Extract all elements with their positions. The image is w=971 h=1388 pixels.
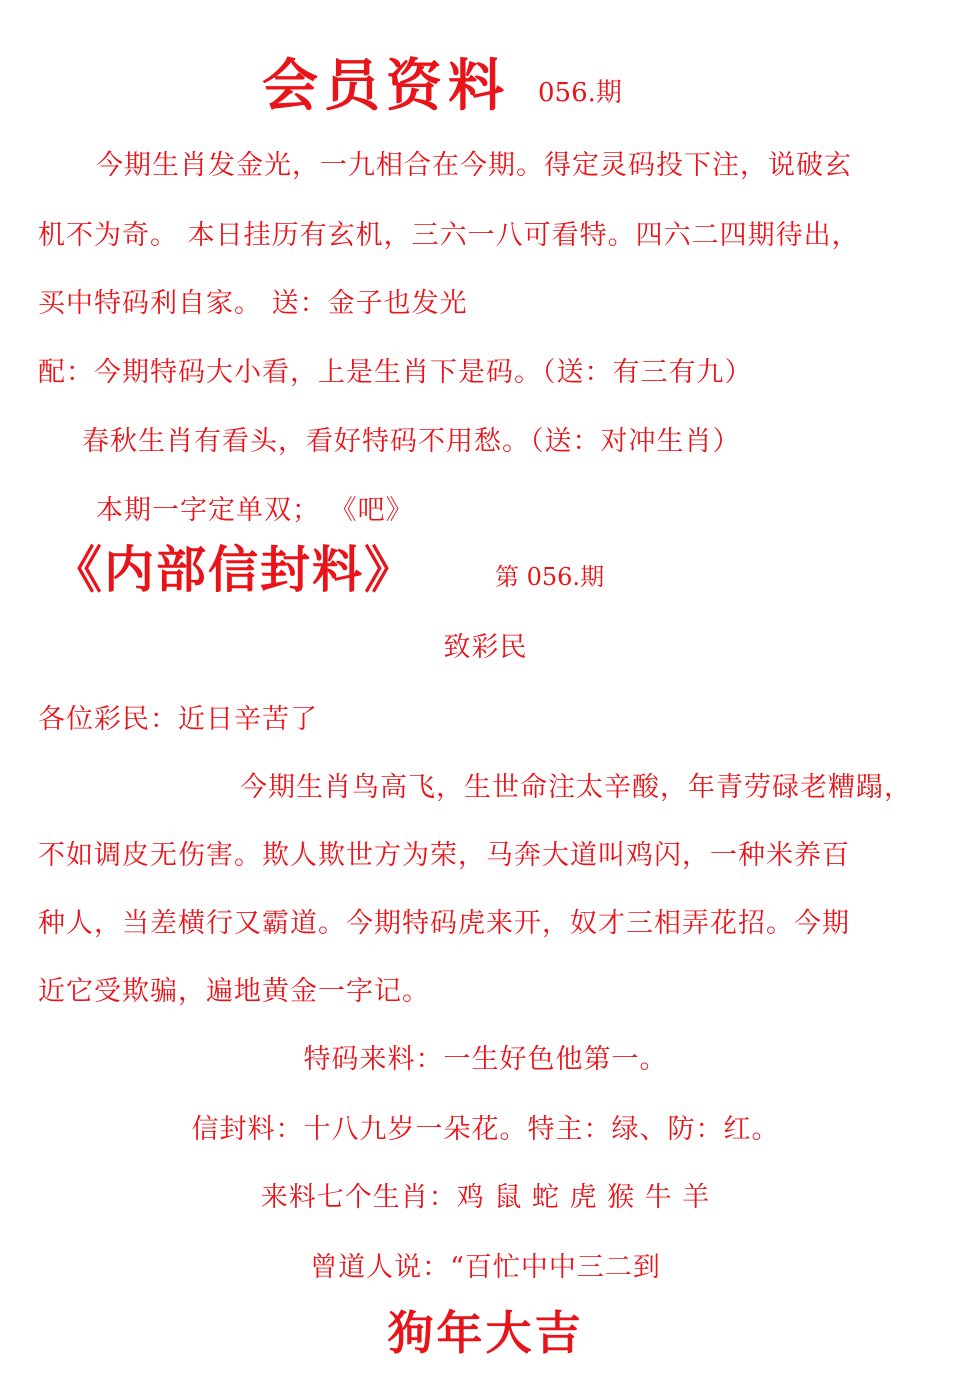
envelope-verse-line-1: 今期生肖鸟高飞，生世命注太辛酸，年青劳碌老糟蹋， <box>240 772 912 803</box>
internal-envelope-issue: 第 056.期 <box>495 563 605 591</box>
envelope-hint-line: 信封料：十八九岁一朵花。特主：绿、防：红。 <box>191 1114 780 1145</box>
member-info-issue: 056.期 <box>538 78 622 108</box>
verse-line-1: 今期生肖发金光，一九相合在今期。得定灵码投下注，说破玄 <box>96 150 852 181</box>
envelope-verse-line-4: 近它受欺骗，遍地黄金一字记。 <box>38 976 430 1007</box>
verse-line-5: 春秋生肖有看头，看好特码不用愁。（送：对冲生肖） <box>82 426 741 457</box>
verse-line-2: 机不为奇。 本日挂历有玄机，三六一八可看特。四六二四期待出， <box>38 220 860 251</box>
to-lottery-players-heading: 致彩民 <box>443 632 528 663</box>
verse-line-4: 配：今期特码大小看，上是生肖下是码。（送：有三有九） <box>38 357 753 388</box>
envelope-verse-line-3: 种人，当差横行又霸道。今期特码虎来开，奴才三相弄花招。今期 <box>38 908 850 939</box>
saying-line: 曾道人说：“百忙中中三二到 <box>310 1252 661 1283</box>
odd-even-line: 本期一字定单双； 《吧》 <box>96 495 414 526</box>
special-source-line: 特码来料：一生好色他第一。 <box>303 1044 668 1075</box>
verse-line-3: 买中特码利自家。 送：金子也发光 <box>38 288 468 319</box>
closing-blessing: 狗年大吉 <box>387 1306 584 1360</box>
member-info-title: 会员资料 <box>262 53 510 119</box>
envelope-verse-line-2: 不如调皮无伤害。欺人欺世方为荣，马奔大道叫鸡闪，一种米养百 <box>38 840 850 871</box>
internal-envelope-title: 《内部信封料》 <box>52 540 416 599</box>
greeting-line: 各位彩民：近日辛苦了 <box>38 704 318 735</box>
seven-zodiacs-line: 来料七个生肖：鸡 鼠 蛇 虎 猴 牛 羊 <box>260 1182 711 1213</box>
